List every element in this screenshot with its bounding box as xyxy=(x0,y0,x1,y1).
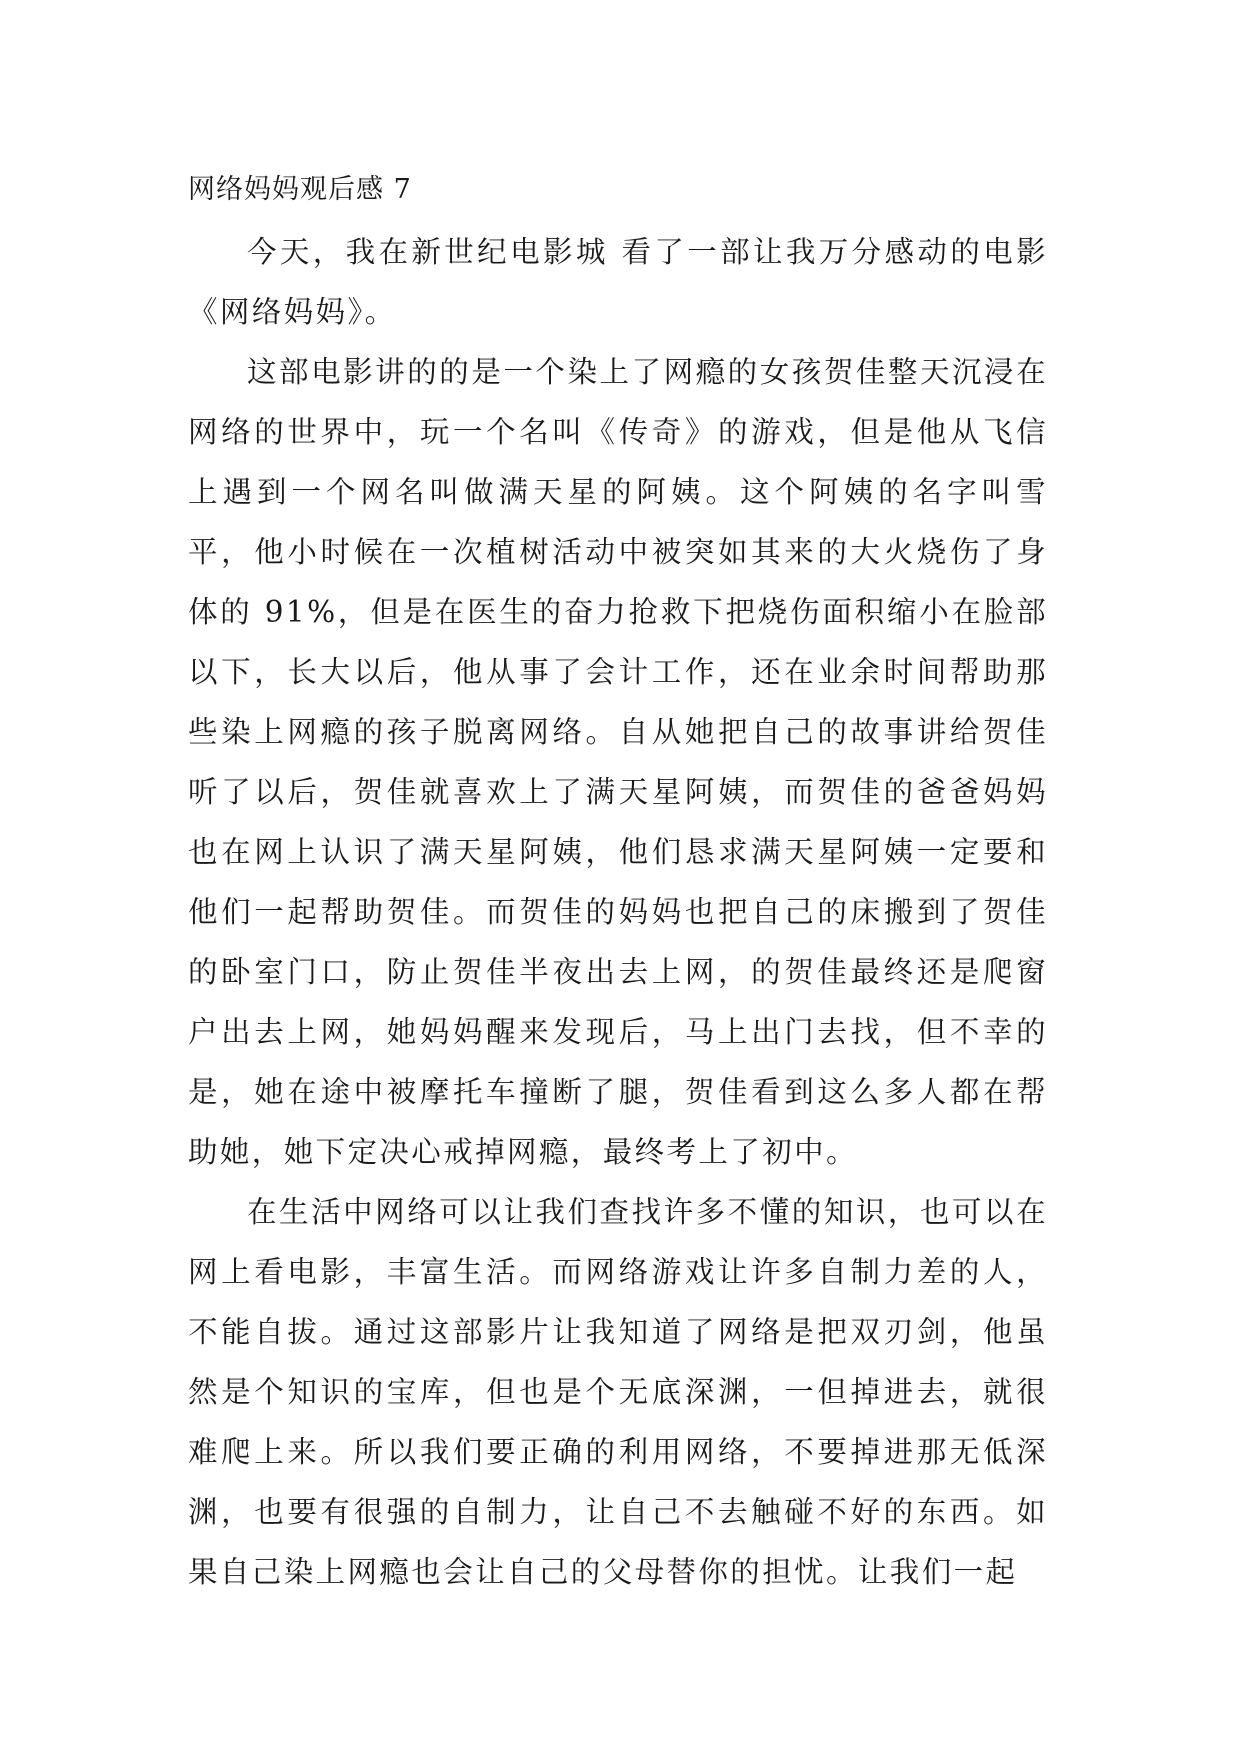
paragraph-intro: 今天，我在新世纪电影城 看了一部让我万分感动的电影《网络妈妈》。 xyxy=(188,235,1048,329)
document-title: 网络妈妈观后感 7 xyxy=(188,174,412,205)
document-body xyxy=(188,160,1048,1602)
paragraph-plot: 这部电影讲的的是一个染上了网瘾的女孩贺佳整天沉浸在网络的世界中，玩一个名叫《传奇》的游戏，但是他从飞信上遇到一个网名叫做满天星的阿姨。这个阿姨的名字叫雪平，他小时候在一次植树活动中被突如其来的大火烧伤了身体的 91%，但是在医生的奋力抢救下把烧伤面积缩小在脸部以下，长大以后，他从事了会计工作，还在业余时间帮助那些染上网瘾的孩子脱离网络。自从她把自己的故事讲给贺佳听了以后，贺佳就喜欢上了满天星阿姨，而贺佳的爸爸妈妈也在网上认识了满天星阿姨，他们恳求满天星阿姨一定要和他们一起帮助贺佳。而贺佳的妈妈也把自己的床搬到了贺佳的卧室门口，防止贺佳半夜出去上网，的贺佳最终还是爬窗户出去上网，她妈妈醒来发现后，马上出门去找，但不幸的是，她在途中被摩托车撞断了腿，贺佳看到这么多人都在帮助她，她下定决心戒掉网瘾，最终考上了初中。 xyxy=(188,355,1048,1169)
paragraph-reflection: 在生活中网络可以让我们查找许多不懂的知识，也可以在网上看电影，丰富生活。而网络游戏让许多自制力差的人，不能自拔。通过这部影片让我知道了网络是把双刃剑，他虽然是个知识的宝库，但也是个无底深渊，一但掉进去，就很难爬上来。所以我们要正确的利用网络，不要掉进那无低深渊，也要有很强的自制力，让自己不去触碰不好的东西。如果自己染上网瘾也会让自己的父母替你的担忧。让我们一起 xyxy=(188,1195,1048,1589)
